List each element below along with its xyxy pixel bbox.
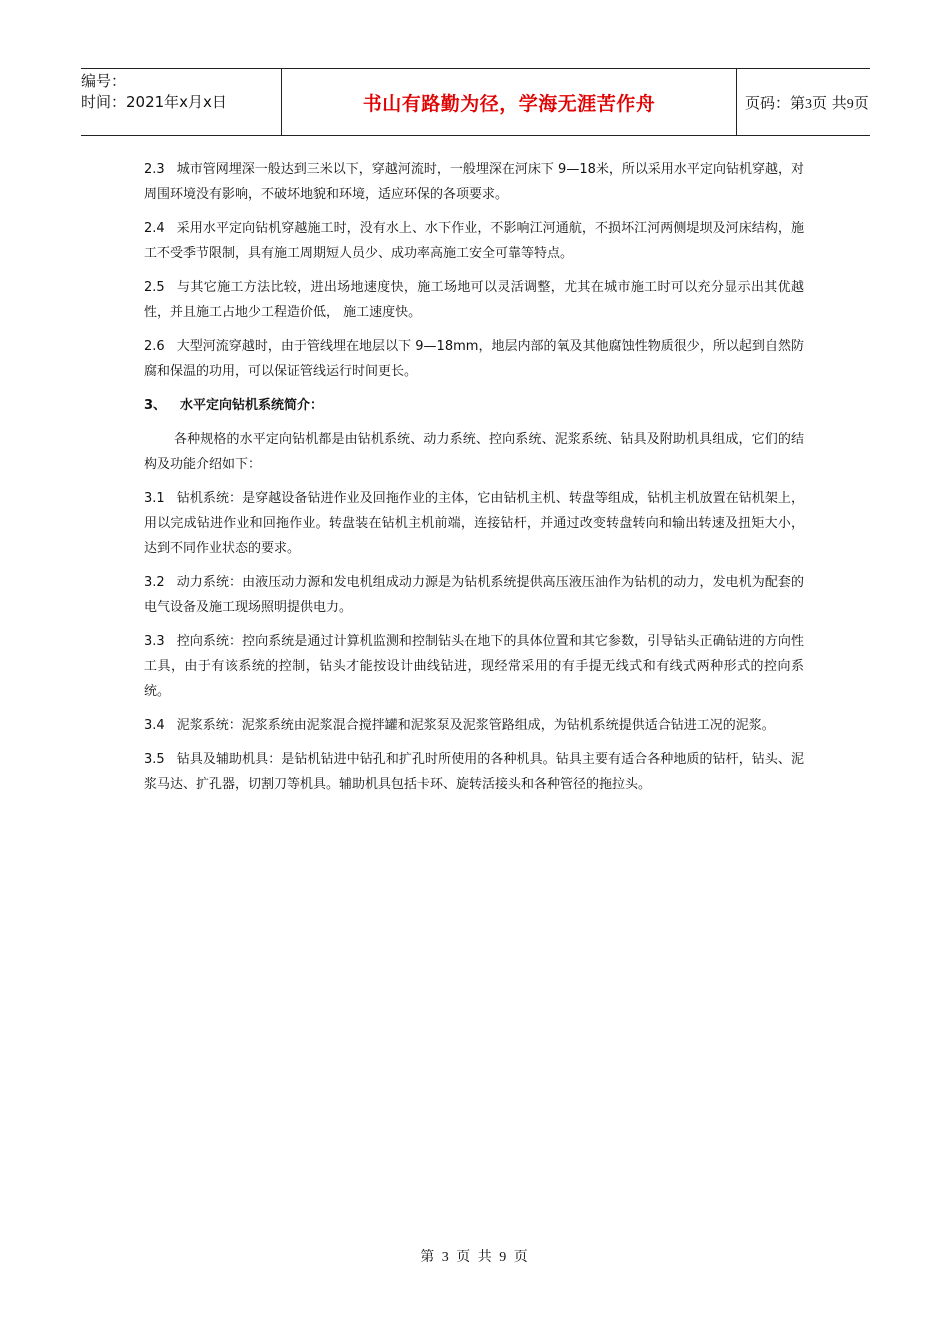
section-number: 3.4	[144, 718, 165, 733]
section-number: 2.5	[144, 280, 165, 295]
section-number: 3.3	[144, 634, 165, 649]
document-number-label: 编号：	[81, 72, 127, 90]
paragraph-text: 钻机系统：是穿越设备钻进作业及回拖作业的主体，它由钻机主机、转盘等组成，钻机主机放置在钻机架上，用以完成钻进作业和回拖作业。转盘装在钻机主机前端，连接钻杆，并通过改变转盘转向和输出转速及扭矩大小，达到不同作业状态的要求。	[144, 491, 804, 556]
section-number: 2.6	[144, 339, 165, 354]
section-number: 2.3	[144, 162, 165, 177]
paragraph-text: 大型河流穿越时，由于管线埋在地层以下 9—18mm，地层内部的氧及其他腐蚀性物质很少，所以起到自然防腐和保温的功用，可以保证管线运行时间更长。	[144, 339, 804, 379]
page-code-prefix: 页码：第	[745, 93, 806, 112]
paragraph-2-4	[144, 216, 804, 266]
paragraph-3-4	[144, 713, 804, 738]
paragraph-2-3	[144, 157, 804, 207]
section-number: 2.4	[144, 221, 165, 236]
paragraph-text: 城市管网埋深一般达到三米以下，穿越河流时，一般埋深在河床下 9—18米，所以采用水平定向钻机穿越，对周围环境没有影响，不破坏地貌和环境，适应环保的各项要求。	[144, 162, 804, 202]
header-motto-cell	[281, 69, 737, 135]
section-number: 3.5	[144, 752, 165, 767]
document-date: 时间：2021年x月x日	[81, 93, 227, 111]
section-heading-text: 水平定向钻机系统简介：	[180, 398, 324, 413]
paragraph-text: 动力系统：由液压动力源和发电机组成动力源是为钻机系统提供高压液压油作为钻机的动力，发电机为配套的电气设备及施工现场照明提供电力。	[144, 575, 804, 615]
paragraph-3-2	[144, 570, 804, 620]
page-code-middle: 页 共	[812, 93, 847, 112]
paragraph-3-3	[144, 629, 804, 704]
page-code-current: 3	[805, 96, 813, 112]
section-number: 3、	[144, 398, 167, 413]
header-page-code	[745, 92, 869, 113]
header-motto: 书山有路勤为径，学海无涯苦作舟	[362, 92, 656, 115]
paragraph-text: 钻具及辅助机具：是钻机钻进中钻孔和扩孔时所使用的各种机具。钻具主要有适合各种地质的钻杆，钻头、泥浆马达、扩孔器，切割刀等机具。辅助机具包括卡环、旋转活接头和各种管径的拖拉头。	[144, 752, 804, 792]
document-body	[144, 157, 804, 806]
paragraph-2-5	[144, 275, 804, 325]
paragraph-intro	[144, 427, 804, 477]
paragraph-text: 采用水平定向钻机穿越施工时，没有水上、水下作业，不影响江河通航，不损坏江河两侧堤坝及河床结构，施工不受季节限制，具有施工周期短人员少、成功率高施工安全可靠等特点。	[144, 221, 804, 261]
page-footer: 第 3 页 共 9 页	[420, 1250, 530, 1265]
page-code-suffix: 页	[853, 93, 869, 112]
paragraph-3-1	[144, 486, 804, 561]
paragraph-text: 各种规格的水平定向钻机都是由钻机系统、动力系统、控向系统、泥浆系统、钻具及附助机具组成，它们的结构及功能介绍如下：	[144, 432, 804, 472]
paragraph-text: 与其它施工方法比较，进出场地速度快，施工场地可以灵活调整，尤其在城市施工时可以充分显示出其优越性，并且施工占地少工程造价低， 施工速度快。	[144, 280, 804, 320]
paragraph-text: 泥浆系统：泥浆系统由泥浆混合搅拌罐和泥浆泵及泥浆管路组成，为钻机系统提供适合钻进工况的泥浆。	[176, 718, 775, 733]
section-number: 3.2	[144, 575, 165, 590]
page-header	[81, 68, 870, 136]
section-heading-3	[144, 393, 804, 418]
header-left-cell	[81, 69, 281, 135]
page-code-total: 9	[846, 96, 854, 112]
section-number: 3.1	[144, 491, 165, 506]
paragraph-text: 控向系统：控向系统是通过计算机监测和控制钻头在地下的具体位置和其它参数，引导钻头正确钻进的方向性工具，由于有该系统的控制，钻头才能按设计曲线钻进，现经常采用的有手提无线式和有线式两种形式的控向系统。	[144, 634, 804, 699]
paragraph-3-5	[144, 747, 804, 797]
paragraph-2-6	[144, 334, 804, 384]
header-page-code-cell	[737, 69, 870, 135]
